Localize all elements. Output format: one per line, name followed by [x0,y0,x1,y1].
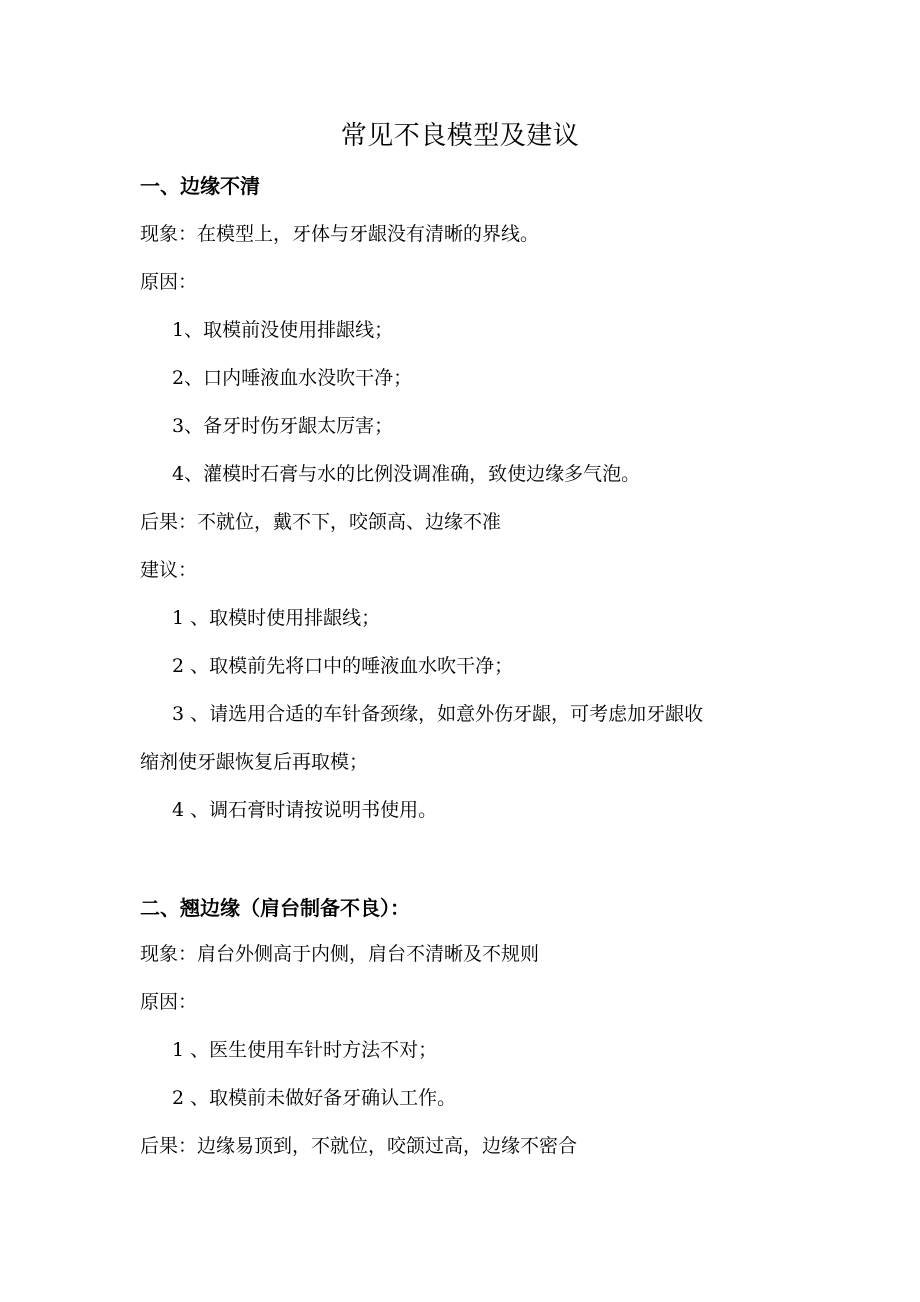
section-1-cause-item: 3、备牙时伤牙龈太厉害； [172,415,394,437]
section-1-advice-label: 建议： [140,559,198,581]
section-1-advice-item: 2 、取模前先将口中的唾液血水吹干净； [172,655,514,677]
section-1-cause-item: 1、取模前没使用排龈线； [172,319,394,341]
section-2-consequence: 后果：边缘易顶到，不就位，咬颌过高，边缘不密合 [140,1135,578,1157]
section-2-cause-item: 1 、医生使用车针时方法不对； [172,1039,438,1061]
section-1-consequence: 后果：不就位，戴不下，咬颌高、边缘不准 [140,511,502,533]
section-1-advice-item-continued: 缩剂使牙龈恢复后再取模； [140,751,369,773]
section-2-cause-item: 2 、取模前未做好备牙确认工作。 [172,1087,457,1109]
section-2-cause-label: 原因： [140,991,198,1013]
section-1-cause-item: 2、口内唾液血水没吹干净； [172,367,413,389]
section-1-cause-label: 原因： [140,271,198,293]
section-1-advice-item: 4 、调石膏时请按说明书使用。 [172,799,438,821]
section-1-advice-item: 1 、取模时使用排龈线； [172,607,381,629]
document-title: 常见不良模型及建议 [340,121,580,151]
section-1-phenomenon: 现象：在模型上，牙体与牙龈没有清晰的界线。 [140,223,540,245]
section-2-heading: 二、翘边缘（肩台制备不良）： [140,896,410,920]
section-2-phenomenon: 现象：肩台外侧高于内侧，肩台不清晰及不规则 [140,943,540,965]
section-1-advice-item: 3 、请选用合适的车针备颈缘，如意外伤牙龈，可考虑加牙龈收 [172,703,704,725]
section-1-heading: 一、边缘不清 [140,174,260,198]
section-1-cause-item: 4、灌模时石膏与水的比例没调准确，致使边缘多气泡。 [172,463,641,485]
